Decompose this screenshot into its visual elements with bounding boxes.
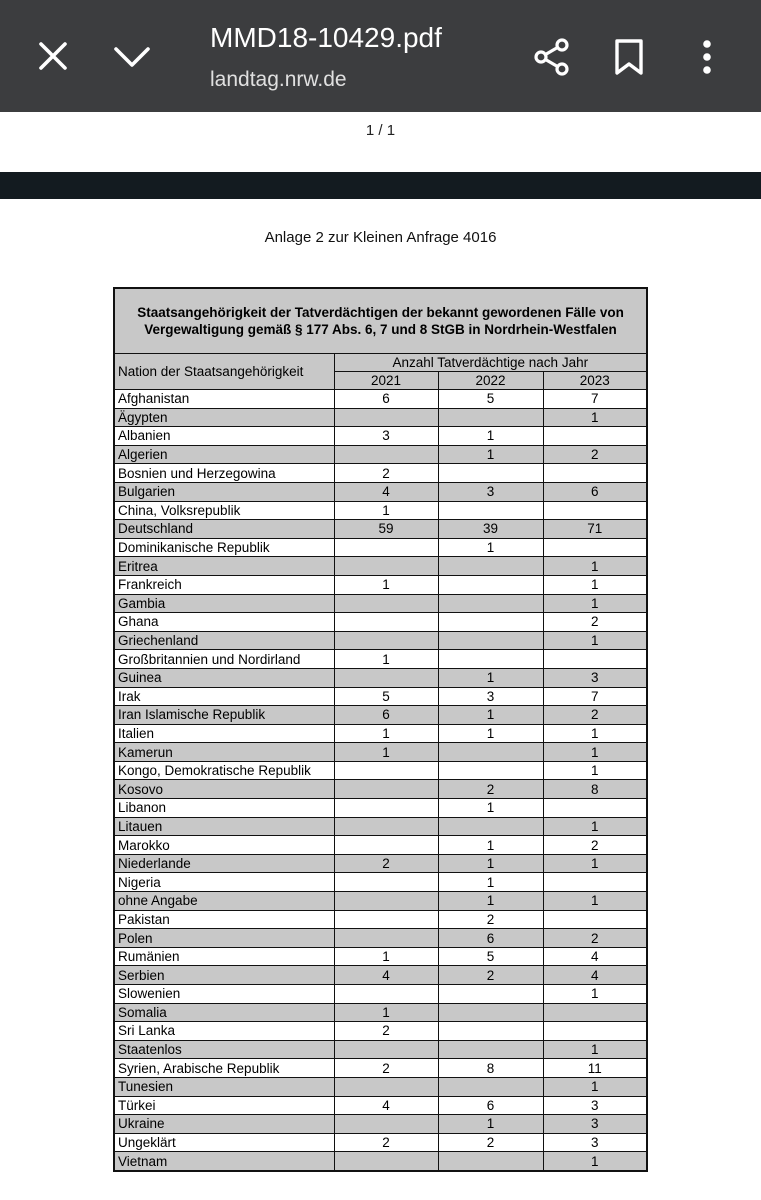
nation-cell: Marokko (114, 836, 334, 855)
value-2023-cell: 1 (543, 1077, 647, 1096)
value-2022-cell (438, 594, 543, 613)
nation-cell: Ägypten (114, 408, 334, 427)
value-2022-cell: 2 (438, 780, 543, 799)
value-2021-cell: 1 (334, 501, 438, 520)
value-2023-cell (543, 427, 647, 446)
table-row (114, 706, 647, 725)
value-2021-cell (334, 892, 438, 911)
value-2021-cell (334, 1152, 438, 1171)
table-row (114, 1152, 647, 1171)
table-row (114, 836, 647, 855)
value-2023-cell (543, 1022, 647, 1041)
nation-cell: China, Volksrepublik (114, 501, 334, 520)
table-row (114, 408, 647, 427)
nation-cell: Algerien (114, 445, 334, 464)
close-icon[interactable] (37, 40, 69, 72)
value-2021-cell (334, 761, 438, 780)
table-row (114, 1040, 647, 1059)
value-2022-cell: 1 (438, 724, 543, 743)
table-row (114, 575, 647, 594)
value-2023-cell: 1 (543, 854, 647, 873)
value-2022-cell: 1 (438, 538, 543, 557)
value-2021-cell (334, 929, 438, 948)
value-2023-cell: 1 (543, 575, 647, 594)
value-2023-cell: 11 (543, 1059, 647, 1078)
table-row (114, 947, 647, 966)
value-2023-cell: 8 (543, 780, 647, 799)
value-2021-cell (334, 836, 438, 855)
nation-cell: Dominikanische Republik (114, 538, 334, 557)
value-2023-cell: 71 (543, 520, 647, 539)
table-row (114, 427, 647, 446)
value-2022-cell (438, 613, 543, 632)
value-2023-cell: 3 (543, 1115, 647, 1134)
table-row (114, 910, 647, 929)
value-2023-cell (543, 873, 647, 892)
value-2023-cell: 7 (543, 390, 647, 409)
value-2021-cell: 59 (334, 520, 438, 539)
value-2022-cell: 1 (438, 873, 543, 892)
value-2022-cell: 8 (438, 1059, 543, 1078)
nation-cell: Albanien (114, 427, 334, 446)
value-2022-cell: 2 (438, 910, 543, 929)
nation-cell: Nigeria (114, 873, 334, 892)
value-2021-cell (334, 631, 438, 650)
value-2022-cell (438, 1022, 543, 1041)
table-row (114, 817, 647, 836)
value-2023-cell: 3 (543, 668, 647, 687)
value-2023-cell: 3 (543, 1096, 647, 1115)
nation-cell: Deutschland (114, 520, 334, 539)
value-2022-cell (438, 1003, 543, 1022)
nation-cell: Bosnien und Herzegowina (114, 464, 334, 483)
value-2023-cell: 2 (543, 929, 647, 948)
value-2021-cell (334, 1077, 438, 1096)
nation-cell: Polen (114, 929, 334, 948)
nation-cell: Irak (114, 687, 334, 706)
value-2022-cell (438, 985, 543, 1004)
value-2022-cell: 6 (438, 1096, 543, 1115)
table-row (114, 873, 647, 892)
value-2023-cell: 1 (543, 817, 647, 836)
nation-cell: Niederlande (114, 854, 334, 873)
value-2022-cell: 2 (438, 1133, 543, 1152)
value-2023-cell: 2 (543, 836, 647, 855)
nation-cell: Vietnam (114, 1152, 334, 1171)
value-2022-cell (438, 1077, 543, 1096)
nation-cell: Frankreich (114, 575, 334, 594)
value-2023-cell: 1 (543, 1040, 647, 1059)
value-2021-cell: 1 (334, 575, 438, 594)
value-2023-cell: 4 (543, 947, 647, 966)
value-2021-cell: 1 (334, 743, 438, 762)
value-2021-cell: 3 (334, 427, 438, 446)
value-2022-cell (438, 408, 543, 427)
table-row (114, 929, 647, 948)
value-2022-cell: 3 (438, 482, 543, 501)
value-2022-cell: 1 (438, 427, 543, 446)
nation-cell: Tunesien (114, 1077, 334, 1096)
nation-cell: Slowenien (114, 985, 334, 1004)
nation-cell: Guinea (114, 668, 334, 687)
table-row (114, 743, 647, 762)
value-2022-cell (438, 1040, 543, 1059)
table-body (114, 390, 647, 1171)
value-2023-cell: 1 (543, 1152, 647, 1171)
year-header-2022: 2022 (438, 372, 543, 390)
value-2021-cell: 6 (334, 706, 438, 725)
value-2021-cell (334, 910, 438, 929)
value-2022-cell: 1 (438, 836, 543, 855)
nation-cell: Pakistan (114, 910, 334, 929)
table-row (114, 464, 647, 483)
table-row (114, 1077, 647, 1096)
value-2021-cell (334, 873, 438, 892)
value-2021-cell (334, 985, 438, 1004)
table-row (114, 985, 647, 1004)
value-2022-cell (438, 817, 543, 836)
table-row (114, 501, 647, 520)
data-table (113, 287, 648, 1172)
nation-cell: Iran Islamische Republik (114, 706, 334, 725)
value-2022-cell (438, 743, 543, 762)
value-2022-cell (438, 1152, 543, 1171)
share-icon[interactable] (531, 36, 573, 78)
value-2023-cell: 3 (543, 1133, 647, 1152)
nation-cell: Sri Lanka (114, 1022, 334, 1041)
value-2022-cell (438, 761, 543, 780)
table-row (114, 1115, 647, 1134)
value-2022-cell (438, 575, 543, 594)
value-2023-cell: 1 (543, 761, 647, 780)
value-2022-cell: 1 (438, 892, 543, 911)
table-row (114, 761, 647, 780)
table-row (114, 650, 647, 669)
value-2021-cell (334, 1040, 438, 1059)
value-2022-cell (438, 501, 543, 520)
nation-cell: Gambia (114, 594, 334, 613)
table-row (114, 557, 647, 576)
value-2023-cell: 2 (543, 445, 647, 464)
nation-cell: Italien (114, 724, 334, 743)
value-2022-cell (438, 631, 543, 650)
value-2023-cell: 1 (543, 724, 647, 743)
value-2021-cell (334, 445, 438, 464)
value-2021-cell: 1 (334, 947, 438, 966)
column-group-header: Anzahl Tatverdächtige nach Jahr (334, 354, 647, 372)
nation-cell: Rumänien (114, 947, 334, 966)
nation-cell: Ukraine (114, 1115, 334, 1134)
table-row (114, 482, 647, 501)
value-2021-cell (334, 1115, 438, 1134)
table-row (114, 1096, 647, 1115)
table-row (114, 892, 647, 911)
nation-cell: Ungeklärt (114, 1133, 334, 1152)
value-2022-cell: 1 (438, 1115, 543, 1134)
table-row (114, 854, 647, 873)
value-2021-cell: 6 (334, 390, 438, 409)
document-heading: Anlage 2 zur Kleinen Anfrage 4016 (264, 229, 497, 246)
document-title: MMD18-10429.pdf (210, 22, 442, 53)
value-2023-cell: 1 (543, 743, 647, 762)
value-2023-cell (543, 538, 647, 557)
value-2023-cell (543, 650, 647, 669)
nation-cell: Griechenland (114, 631, 334, 650)
value-2022-cell: 1 (438, 854, 543, 873)
app-bar (0, 0, 761, 112)
table-row (114, 668, 647, 687)
value-2022-cell: 2 (438, 966, 543, 985)
value-2023-cell: 6 (543, 482, 647, 501)
value-2021-cell: 4 (334, 966, 438, 985)
table-row (114, 613, 647, 632)
more-vert-icon[interactable] (698, 38, 716, 76)
table-row (114, 799, 647, 818)
value-2023-cell: 1 (543, 408, 647, 427)
value-2023-cell: 1 (543, 631, 647, 650)
table-row (114, 1133, 647, 1152)
value-2021-cell (334, 538, 438, 557)
nation-cell: Bulgarien (114, 482, 334, 501)
nation-cell: Afghanistan (114, 390, 334, 409)
table-row (114, 1003, 647, 1022)
nation-cell: Staatenlos (114, 1040, 334, 1059)
table-row (114, 1022, 647, 1041)
chevron-down-icon[interactable] (112, 44, 152, 70)
bookmark-icon[interactable] (612, 38, 646, 76)
document-source: landtag.nrw.de (210, 68, 347, 91)
year-header-2023: 2023 (543, 372, 647, 390)
value-2022-cell: 1 (438, 799, 543, 818)
value-2021-cell (334, 594, 438, 613)
value-2023-cell (543, 464, 647, 483)
page-indicator: 1 / 1 (365, 122, 396, 139)
table-row (114, 1059, 647, 1078)
value-2023-cell: 7 (543, 687, 647, 706)
table-row (114, 445, 647, 464)
page-indicator-bar (0, 112, 761, 172)
value-2023-cell (543, 910, 647, 929)
value-2021-cell: 2 (334, 1133, 438, 1152)
value-2022-cell: 1 (438, 668, 543, 687)
nation-cell: Syrien, Arabische Republik (114, 1059, 334, 1078)
value-2023-cell (543, 501, 647, 520)
value-2021-cell: 1 (334, 650, 438, 669)
value-2021-cell: 4 (334, 1096, 438, 1115)
value-2021-cell: 2 (334, 854, 438, 873)
nation-cell: Großbritannien und Nordirland (114, 650, 334, 669)
value-2022-cell (438, 650, 543, 669)
value-2023-cell: 1 (543, 892, 647, 911)
value-2021-cell: 1 (334, 724, 438, 743)
nation-cell: Kongo, Demokratische Republik (114, 761, 334, 780)
value-2021-cell: 1 (334, 1003, 438, 1022)
table-row (114, 594, 647, 613)
value-2021-cell (334, 557, 438, 576)
nation-cell: Serbien (114, 966, 334, 985)
value-2021-cell (334, 799, 438, 818)
table-row (114, 687, 647, 706)
value-2022-cell: 1 (438, 706, 543, 725)
value-2023-cell (543, 1003, 647, 1022)
value-2023-cell: 4 (543, 966, 647, 985)
value-2021-cell: 5 (334, 687, 438, 706)
value-2023-cell: 1 (543, 594, 647, 613)
value-2022-cell: 3 (438, 687, 543, 706)
value-2023-cell: 2 (543, 613, 647, 632)
value-2021-cell: 2 (334, 1059, 438, 1078)
nation-cell: Libanon (114, 799, 334, 818)
value-2022-cell: 6 (438, 929, 543, 948)
value-2022-cell: 5 (438, 390, 543, 409)
nation-cell: Kosovo (114, 780, 334, 799)
nation-cell: Eritrea (114, 557, 334, 576)
table-title: Staatsangehörigkeit der Tatverdächtigen der bekannt gewordenen Fälle von Vergewaltigung gemäß § 177 Abs. 6, 7 und 8 StGB in Nordrhein-Westfalen (114, 288, 647, 354)
value-2021-cell: 2 (334, 1022, 438, 1041)
table-row (114, 538, 647, 557)
value-2022-cell: 1 (438, 445, 543, 464)
value-2022-cell (438, 557, 543, 576)
value-2021-cell (334, 817, 438, 836)
value-2023-cell: 1 (543, 557, 647, 576)
table-row (114, 780, 647, 799)
value-2023-cell (543, 799, 647, 818)
value-2023-cell: 2 (543, 706, 647, 725)
value-2021-cell (334, 780, 438, 799)
value-2021-cell (334, 408, 438, 427)
value-2021-cell: 2 (334, 464, 438, 483)
nation-cell: Litauen (114, 817, 334, 836)
value-2023-cell: 1 (543, 985, 647, 1004)
table-row (114, 724, 647, 743)
nation-cell: Türkei (114, 1096, 334, 1115)
page-separator (0, 172, 761, 199)
column-header-nation: Nation der Staatsangehörigkeit (114, 354, 334, 390)
table-row (114, 520, 647, 539)
table-row (114, 631, 647, 650)
value-2021-cell (334, 613, 438, 632)
nation-cell: Kamerun (114, 743, 334, 762)
value-2022-cell: 39 (438, 520, 543, 539)
value-2022-cell (438, 464, 543, 483)
value-2022-cell: 5 (438, 947, 543, 966)
nation-cell: Somalia (114, 1003, 334, 1022)
nation-cell: ohne Angabe (114, 892, 334, 911)
nation-cell: Ghana (114, 613, 334, 632)
table-row (114, 966, 647, 985)
value-2021-cell (334, 668, 438, 687)
value-2021-cell: 4 (334, 482, 438, 501)
year-header-2021: 2021 (334, 372, 438, 390)
table-row (114, 390, 647, 409)
